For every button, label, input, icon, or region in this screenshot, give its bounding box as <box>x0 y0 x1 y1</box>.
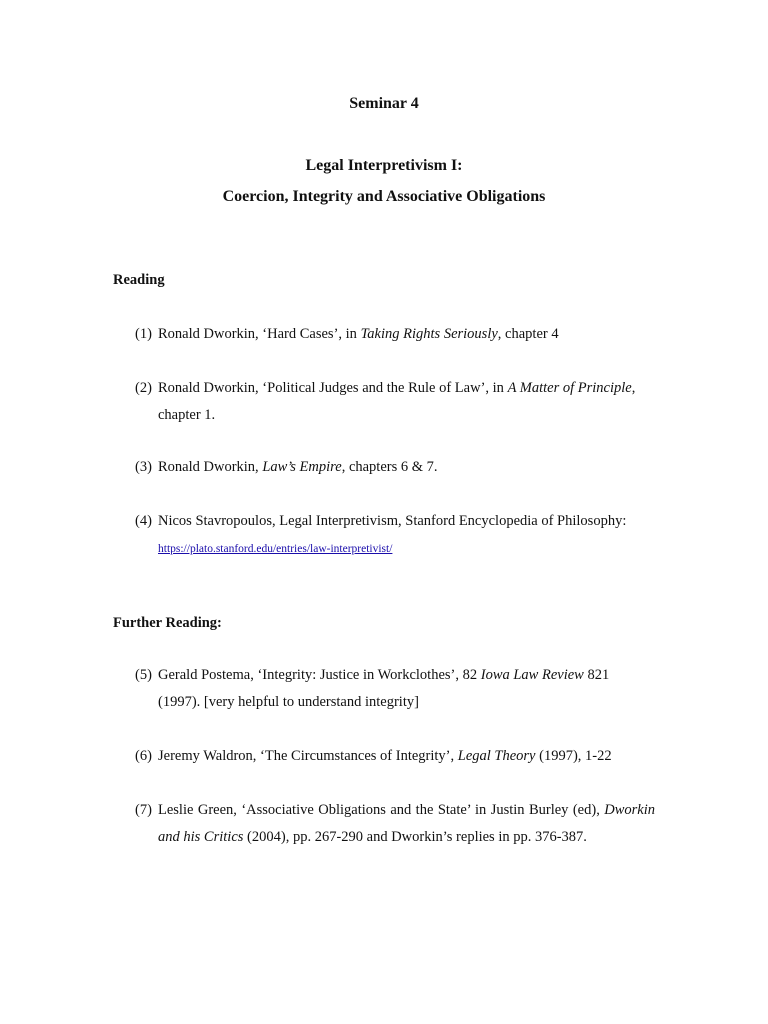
seminar-title-line1: Legal Interpretivism I: <box>305 157 463 174</box>
sep-entry-link[interactable]: https://plato.stanford.edu/entries/law-interpretivist/ <box>158 542 393 555</box>
citation-text: Gerald Postema, ‘Integrity: Justice in Workclothes’, 82 <box>158 667 481 683</box>
further-item-7 <box>135 797 655 850</box>
further-item-6 <box>135 743 655 770</box>
item-number: (4) <box>135 513 152 529</box>
reading-item-4 <box>135 508 655 562</box>
item-number: (2) <box>135 380 152 396</box>
citation-detail: (2004), pp. 267-290 and Dworkin’s replies in pp. 376-387. <box>243 828 587 845</box>
citation-detail: (1997), 1-22 <box>535 748 612 764</box>
citation-text: Jeremy Waldron, ‘The Circumstances of Integrity’, <box>158 748 458 764</box>
citation-detail: , chapter 4 <box>497 326 559 342</box>
book-title: Taking Rights Seriously <box>360 326 498 342</box>
book-title: A Matter of Principle <box>507 380 632 396</box>
citation-detail: , chapters 6 & 7. <box>341 459 438 475</box>
citation-text: Ronald Dworkin, ‘Political Judges and the Rule of Law’, in <box>158 380 508 396</box>
journal-title: Iowa Law Review <box>480 667 584 683</box>
citation-text: Leslie Green, ‘Associative Obligations and the State’ in Justin Burley (ed), <box>158 802 605 818</box>
citation-text: Nicos Stavropoulos, Legal Interpretivism, Stanford Encyclopedia of Philosophy: <box>158 513 627 529</box>
seminar-title-line2: Coercion, Integrity and Associative Obligations <box>222 188 546 205</box>
reading-item-3 <box>135 454 655 481</box>
item-number: (1) <box>135 326 152 342</box>
seminar-number: Seminar 4 <box>349 95 419 112</box>
book-title: Dworkin and his Critics <box>158 802 655 845</box>
citation-detail: 821 (1997). [very helpful to understand integrity] <box>158 667 610 710</box>
item-number: (3) <box>135 459 152 475</box>
citation-detail: , chapter 1. <box>158 380 636 423</box>
item-number: (5) <box>135 667 152 683</box>
further-reading-heading: Further Reading: <box>113 615 222 631</box>
item-number: (6) <box>135 748 152 764</box>
journal-title: Legal Theory <box>457 748 536 764</box>
item-number: (7) <box>135 802 152 818</box>
reading-item-1 <box>135 321 655 348</box>
citation-text: Ronald Dworkin, <box>158 459 263 475</box>
citation-text: Ronald Dworkin, ‘Hard Cases’, in <box>158 326 361 342</box>
book-title: Law’s Empire <box>262 459 342 475</box>
reading-heading: Reading <box>113 272 165 288</box>
reading-item-2 <box>135 375 655 428</box>
further-item-5 <box>135 662 655 715</box>
